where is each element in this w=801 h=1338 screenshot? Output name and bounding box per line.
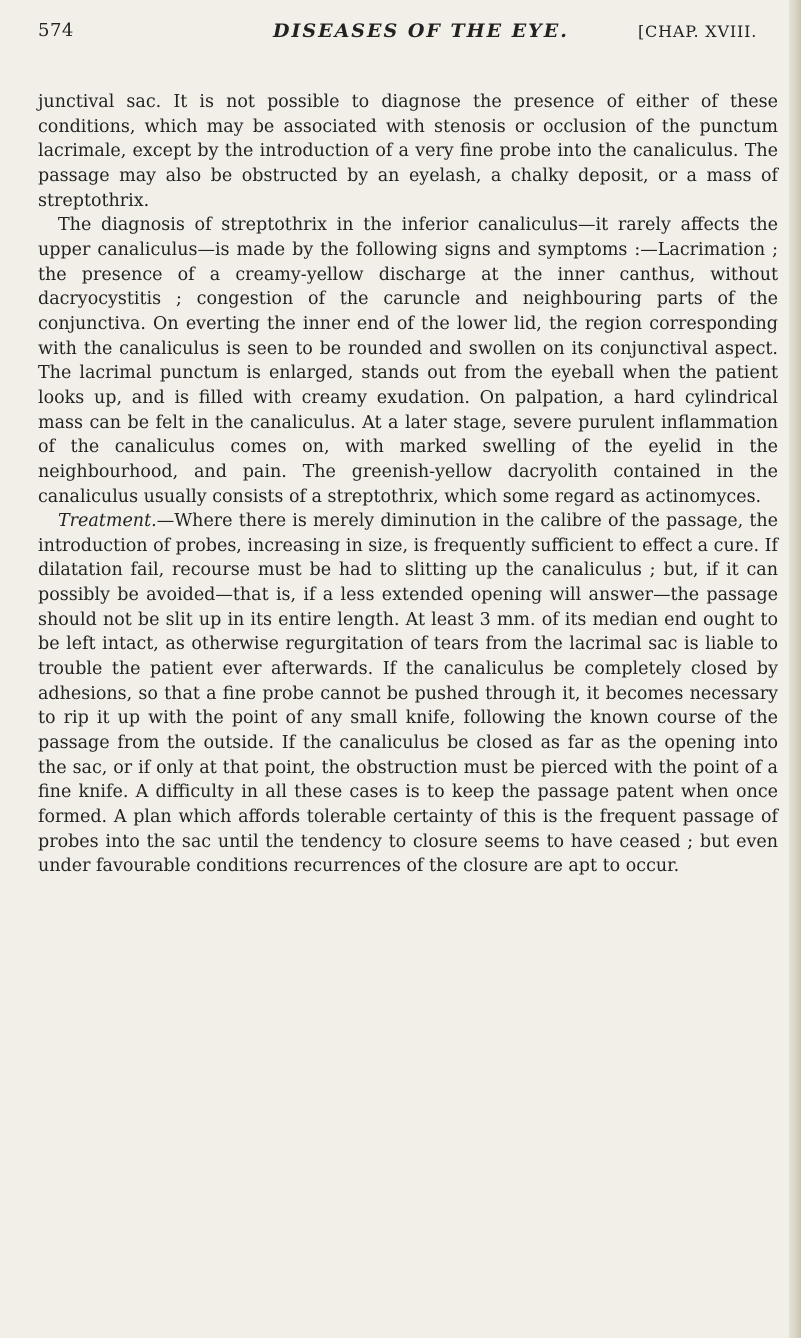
page-header xyxy=(38,20,778,52)
running-title: DISEASES OF THE EYE. xyxy=(273,20,569,42)
page-edge xyxy=(789,0,801,1338)
paragraph-text: —Where there is merely diminution in the calibre of the passage, the introduction of probes, increasing in size, is frequently sufficient to effect a cure. If dilatation fail, recourse must be had to slitting up the canaliculus ; but, if it can possibly be avoided—that is, if a less extended opening will answer—the passage should not be slit up in its entire length. At least 3 mm. of its median end ought to be left intact, as otherwise regurgitation of tears from the lacrimal sac is liable to trouble the patient ever afterwards. If the canaliculus be completely closed by adhesions, so that a fine probe cannot be pushed through it, it becomes necessary to rip it up with the point of any small knife, following the known course of the passage from the outside. If the canaliculus be closed as far as the opening into the sac, or if only at that point, the obstruction must be pierced with the point of a fine knife. A difficulty in all these cases is to keep the passage patent when once formed. A plan which affords tolerable certainty of this is the frequent passage of probes into the sac until the tendency to closure seems to have ceased ; but even under favourable conditions recurrences of the closure are apt to occur. xyxy=(38,511,778,877)
section-heading-treatment: Treatment. xyxy=(58,511,157,532)
paragraph-diagnosis xyxy=(38,213,778,509)
paragraph-continuation xyxy=(38,90,778,213)
paragraph-text: The diagnosis of streptothrix in the inferior canaliculus—it rarely affects the upper canaliculus—is made by the following signs and symptoms :—Lacrimation ; the presence of a creamy-yellow discharge at the inner canthus, without dacryocystitis ; congestion of the caruncle and neighbouring parts of the conjunctiva. On everting the inner end of the lower lid, the region corresponding with the canaliculus is seen to be rounded and swollen on its conjunctival aspect. The lacrimal punctum is enlarged, stands out from the eyeball when the patient looks up, and is filled with creamy exudation. On palpation, a hard cylindrical mass can be felt in the canaliculus. At a later stage, severe purulent inflammation of the canaliculus comes on, with marked swelling of the eyelid in the neighbourhood, and pain. The greenish-yellow dacryolith contained in the canaliculus usually consists of a streptothrix, which some regard as actinomyces. xyxy=(38,215,778,507)
chapter-reference: [CHAP. XVIII. xyxy=(638,22,758,41)
paragraph-text: junctival sac. It is not possible to diagnose the presence of either of these conditions, which may be associated with stenosis or occlusion of the punctum lacrimale, except by the introduction of a very fine probe into the canaliculus. The passage may also be obstructed by an eyelash, a chalky deposit, or a mass of streptothrix. xyxy=(38,92,778,211)
paragraph-treatment xyxy=(38,509,778,879)
body-text xyxy=(38,90,778,879)
page-number: 574 xyxy=(38,20,74,41)
